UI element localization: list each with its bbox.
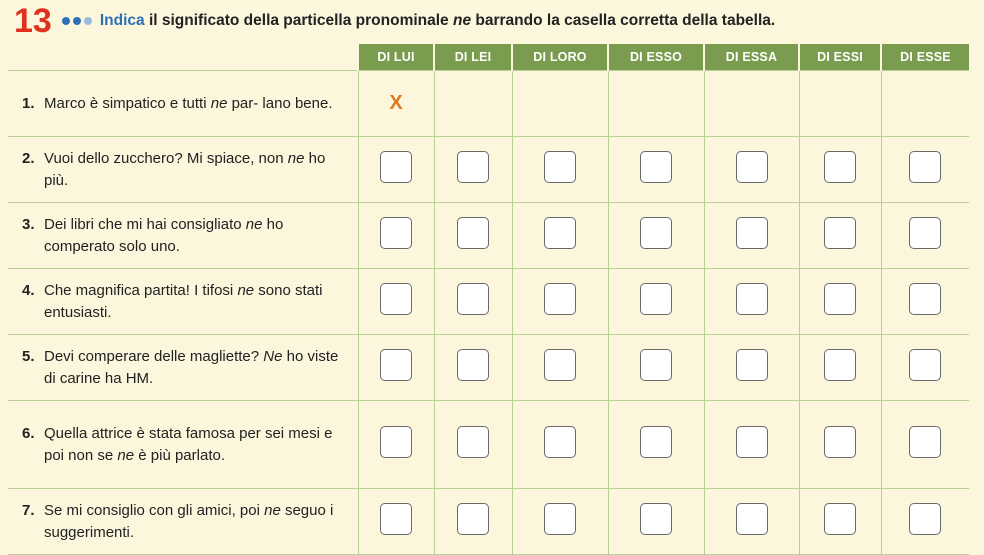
question-cell xyxy=(8,203,358,269)
difficulty-dot-icon xyxy=(62,17,70,25)
answer-checkbox[interactable] xyxy=(544,217,576,249)
question-text-after: sono stati entusiasti. xyxy=(44,281,323,321)
question-text-after: è più parlato. xyxy=(138,446,225,464)
question-number: 5. xyxy=(22,347,35,365)
question-text-after: ho più. xyxy=(44,149,326,189)
answer-cell[interactable] xyxy=(799,203,881,269)
answer-cell[interactable] xyxy=(434,203,512,269)
answer-cell[interactable] xyxy=(608,489,704,555)
table-row xyxy=(8,335,969,401)
instruction-keyword: Indica xyxy=(99,12,145,29)
question-text-before: Che magnifica partita! I tifosi xyxy=(44,281,234,299)
answer-cell[interactable] xyxy=(512,203,608,269)
answer-cell[interactable] xyxy=(434,71,512,137)
question-text-before: Devi comperare delle magliette? xyxy=(44,347,260,365)
answer-cell[interactable] xyxy=(608,71,704,137)
answer-checkbox[interactable] xyxy=(909,426,941,458)
answer-checkbox[interactable] xyxy=(380,349,412,381)
answer-cell[interactable] xyxy=(608,269,704,335)
answer-checkbox[interactable] xyxy=(544,349,576,381)
answer-checkbox[interactable] xyxy=(640,503,672,535)
column-header: DI ESSE xyxy=(881,44,969,71)
answer-cell[interactable] xyxy=(512,137,608,203)
question-cell xyxy=(8,335,358,401)
answer-cell[interactable] xyxy=(434,269,512,335)
answer-checkbox[interactable] xyxy=(457,426,489,458)
question-text xyxy=(28,93,350,115)
exercise-header xyxy=(14,4,976,38)
column-header: DI ESSA xyxy=(704,44,799,71)
answer-checkbox[interactable] xyxy=(544,151,576,183)
question-text-before: Dei libri che mi hai consigliato xyxy=(44,215,242,233)
answer-cell[interactable] xyxy=(704,401,799,489)
answer-cell[interactable] xyxy=(608,203,704,269)
answer-checkbox[interactable] xyxy=(640,426,672,458)
answer-checkbox[interactable] xyxy=(824,217,856,249)
table-row xyxy=(8,71,969,137)
answer-checkbox[interactable] xyxy=(909,151,941,183)
table-header-row xyxy=(8,44,969,71)
question-number: 6. xyxy=(22,424,35,442)
answer-cell[interactable] xyxy=(608,401,704,489)
answer-cell[interactable] xyxy=(799,137,881,203)
answer-checkbox[interactable] xyxy=(736,503,768,535)
question-cell xyxy=(8,137,358,203)
question-text xyxy=(28,148,350,192)
answer-cell[interactable] xyxy=(881,71,969,137)
answer-checkbox[interactable] xyxy=(640,283,672,315)
answer-cell[interactable] xyxy=(512,335,608,401)
answer-cell[interactable] xyxy=(799,269,881,335)
example-mark: X xyxy=(389,92,403,114)
answer-checkbox[interactable] xyxy=(909,217,941,249)
answer-checkbox[interactable] xyxy=(640,349,672,381)
question-text xyxy=(28,500,350,544)
instruction-particle: ne xyxy=(453,12,472,29)
difficulty-dots-icon xyxy=(62,17,92,25)
question-cell xyxy=(8,489,358,555)
question-number: 1. xyxy=(22,94,35,112)
answer-checkbox[interactable] xyxy=(824,283,856,315)
question-text-after: seguo i suggerimenti. xyxy=(44,501,334,541)
question-particle: Ne xyxy=(263,347,283,365)
answer-cell[interactable] xyxy=(799,71,881,137)
answer-cell[interactable] xyxy=(881,269,969,335)
answer-cell[interactable] xyxy=(799,401,881,489)
column-header: DI LEI xyxy=(434,44,512,71)
answer-checkbox[interactable] xyxy=(544,503,576,535)
column-header: DI ESSO xyxy=(608,44,704,71)
answer-checkbox[interactable] xyxy=(544,283,576,315)
answer-checkbox[interactable] xyxy=(457,503,489,535)
column-header: DI LUI xyxy=(358,44,434,71)
answer-cell[interactable] xyxy=(512,401,608,489)
question-cell xyxy=(8,401,358,489)
question-text-after: par- lano bene. xyxy=(231,94,333,112)
answer-cell[interactable] xyxy=(358,269,434,335)
answer-checkbox[interactable] xyxy=(380,503,412,535)
question-text xyxy=(28,346,350,390)
question-number: 3. xyxy=(22,215,35,233)
answer-checkbox[interactable] xyxy=(824,151,856,183)
answer-cell[interactable] xyxy=(704,137,799,203)
answer-checkbox[interactable] xyxy=(457,217,489,249)
answer-checkbox[interactable] xyxy=(736,217,768,249)
answer-checkbox[interactable] xyxy=(824,426,856,458)
answer-cell[interactable] xyxy=(434,489,512,555)
column-header: DI ESSI xyxy=(799,44,881,71)
answer-cell[interactable] xyxy=(881,489,969,555)
answer-checkbox[interactable] xyxy=(380,426,412,458)
question-text-before: Quella attrice è stata famosa per sei mesi e poi non se xyxy=(44,424,333,464)
answer-checkbox[interactable] xyxy=(457,349,489,381)
answer-checkbox[interactable] xyxy=(457,151,489,183)
column-header: DI LORO xyxy=(512,44,608,71)
answer-checkbox[interactable] xyxy=(736,349,768,381)
answer-cell[interactable] xyxy=(358,203,434,269)
difficulty-dot-icon xyxy=(84,17,92,25)
answer-cell[interactable] xyxy=(881,203,969,269)
question-particle: ne xyxy=(237,281,255,299)
answer-cell[interactable] xyxy=(512,489,608,555)
answer-cell[interactable] xyxy=(799,489,881,555)
answer-checkbox[interactable] xyxy=(736,283,768,315)
header-blank xyxy=(8,44,358,71)
answer-cell[interactable] xyxy=(434,137,512,203)
answer-cell[interactable] xyxy=(434,401,512,489)
question-particle: ne xyxy=(117,446,135,464)
question-particle: ne xyxy=(287,149,305,167)
answer-cell[interactable] xyxy=(881,401,969,489)
answer-cell[interactable] xyxy=(358,401,434,489)
question-particle: ne xyxy=(264,501,281,519)
question-cell xyxy=(8,71,358,137)
table-row xyxy=(8,489,969,555)
answer-checkbox[interactable] xyxy=(909,503,941,535)
answer-cell[interactable] xyxy=(881,137,969,203)
answer-cell[interactable] xyxy=(704,269,799,335)
question-text xyxy=(28,423,350,467)
question-text-before: Marco è simpatico e tutti xyxy=(44,94,207,112)
question-text xyxy=(28,214,350,258)
table-row xyxy=(8,137,969,203)
answer-checkbox[interactable] xyxy=(736,426,768,458)
question-number: 2. xyxy=(22,149,35,167)
answer-checkbox[interactable] xyxy=(380,283,412,315)
answer-cell[interactable] xyxy=(358,489,434,555)
question-cell xyxy=(8,269,358,335)
answer-cell[interactable] xyxy=(881,335,969,401)
answer-cell[interactable] xyxy=(358,71,434,137)
answer-cell[interactable] xyxy=(608,335,704,401)
instruction-text-2: barrando la casella corretta della tabella. xyxy=(475,12,776,29)
table-row xyxy=(8,269,969,335)
question-particle: ne xyxy=(245,215,263,233)
answer-cell[interactable] xyxy=(704,335,799,401)
answer-checkbox[interactable] xyxy=(736,151,768,183)
question-text-before: Se mi consiglio con gli amici, poi xyxy=(44,501,260,519)
exercise-number: 13 xyxy=(14,2,52,40)
answer-cell[interactable] xyxy=(358,137,434,203)
answer-checkbox[interactable] xyxy=(824,349,856,381)
question-number: 4. xyxy=(22,281,35,299)
question-text-before: Vuoi dello zucchero? Mi spiace, non xyxy=(44,149,284,167)
answer-cell[interactable] xyxy=(704,71,799,137)
answer-checkbox[interactable] xyxy=(457,283,489,315)
instruction-text-1: il significato della particella pronominale xyxy=(148,12,449,29)
answer-cell[interactable] xyxy=(799,335,881,401)
answer-cell[interactable] xyxy=(704,203,799,269)
question-text-after: ho comperato solo uno. xyxy=(44,215,284,255)
answer-checkbox[interactable] xyxy=(640,217,672,249)
table-row xyxy=(8,203,969,269)
question-number: 7. xyxy=(22,501,35,519)
answer-cell[interactable] xyxy=(608,137,704,203)
exercise-instruction xyxy=(100,12,775,30)
answer-checkbox[interactable] xyxy=(640,151,672,183)
table-row xyxy=(8,401,969,489)
question-text xyxy=(28,280,350,324)
answer-checkbox[interactable] xyxy=(909,283,941,315)
answer-cell[interactable] xyxy=(512,269,608,335)
question-text-after: ho viste di carine ha HM. xyxy=(44,347,339,387)
answer-cell[interactable] xyxy=(358,335,434,401)
answer-checkbox[interactable] xyxy=(380,151,412,183)
question-particle: ne xyxy=(210,94,228,112)
answer-table xyxy=(8,44,969,555)
answer-cell[interactable] xyxy=(704,489,799,555)
answer-checkbox[interactable] xyxy=(824,503,856,535)
difficulty-dot-icon xyxy=(73,17,81,25)
answer-checkbox[interactable] xyxy=(544,426,576,458)
answer-cell[interactable] xyxy=(512,71,608,137)
answer-checkbox[interactable] xyxy=(909,349,941,381)
answer-checkbox[interactable] xyxy=(380,217,412,249)
answer-cell[interactable] xyxy=(434,335,512,401)
